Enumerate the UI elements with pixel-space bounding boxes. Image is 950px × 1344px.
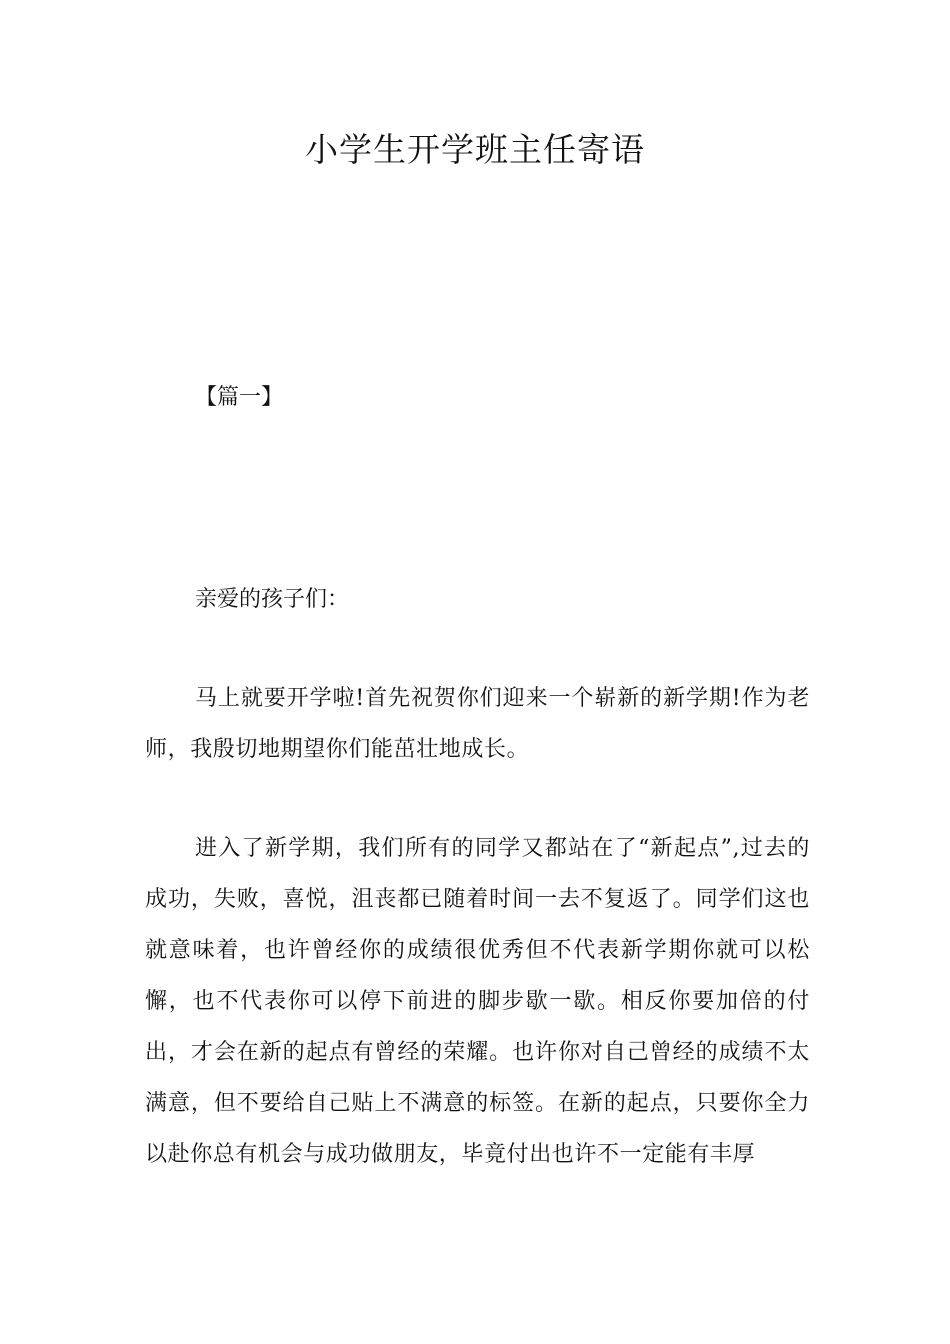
greeting-line: 亲爱的孩子们： bbox=[195, 587, 350, 612]
paragraph-2: 进入了新学期，我们所有的同学又都站在了“新起点”,过去的成功，失败，喜悦，沮丧都已随着时间一去不复返了。同学们这也就意味着，也许曾经你的成绩很优秀但不代表新学期你就可以松懈，也不代表你可以停下前进的脚步歇一歇。相反你要加倍的付出，才会在新的起点有曾经的荣耀。也许你对自己曾经的成绩不太满意，但不要给自己贴上不满意的标签。在新的起点，只要你全力以赴你总有机会与成功做朋友，毕竟付出也许不一定能有丰厚 bbox=[145, 836, 810, 1167]
document-title: 小学生开学班主任寄语 bbox=[305, 130, 645, 169]
paragraph-1: 马上就要开学啦!首先祝贺你们迎来一个崭新的新学期!作为老师，我殷切地期望你们能茁壮地成长。 bbox=[145, 686, 810, 762]
section-label: 【篇一】 bbox=[195, 385, 284, 410]
